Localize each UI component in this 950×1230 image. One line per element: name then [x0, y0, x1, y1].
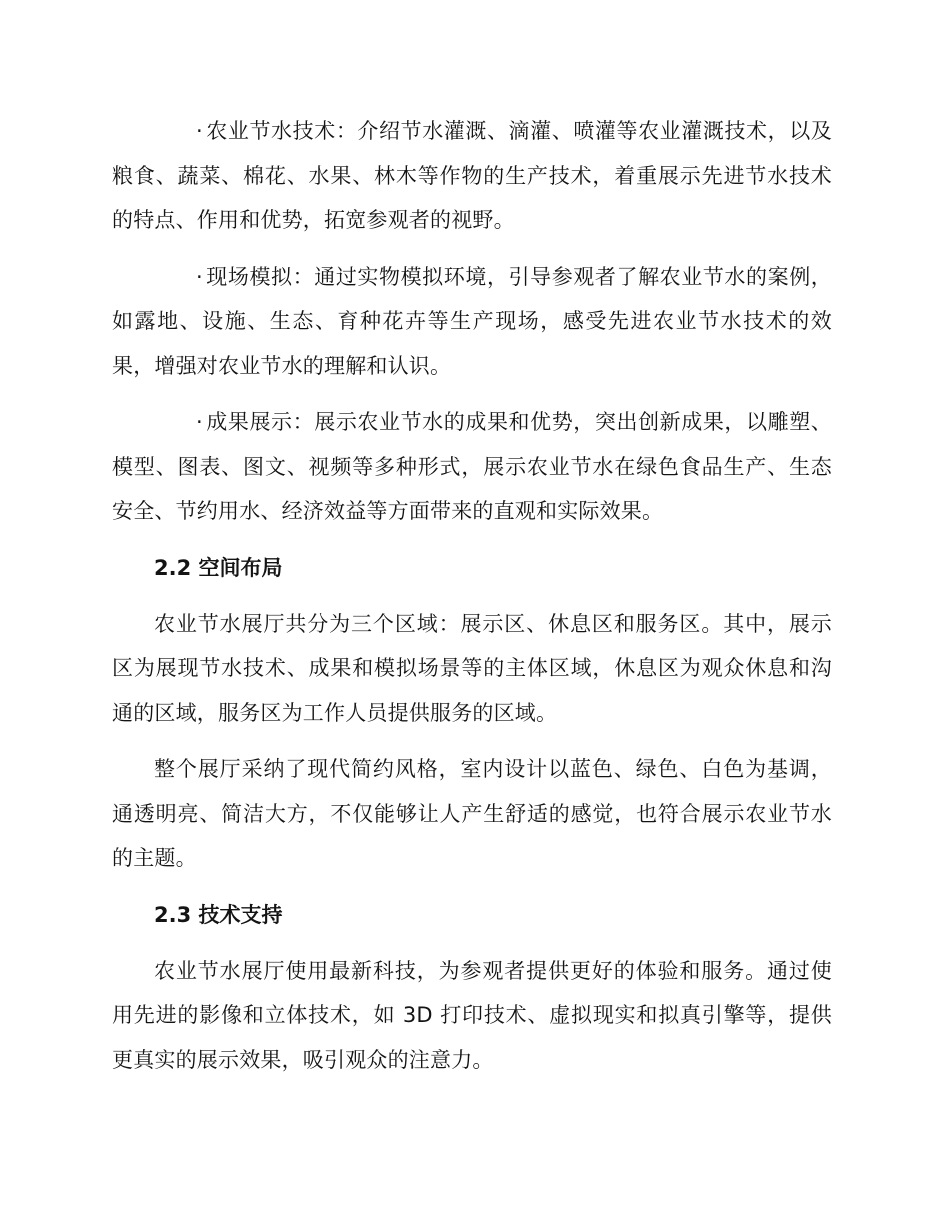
paragraph-agri-water-saving-tech	[112, 109, 832, 243]
item-text: 介绍节水灌溉、滴灌、喷灌等农业灌溉技术，以及粮食、蔬菜、棉花、水果、林木等作物的生产技术，着重展示先进节水技术的特点、作用和优势，拓宽参观者的视野。	[112, 119, 833, 232]
paragraph-results-display	[112, 400, 832, 534]
section-heading-tech-support: 2.3 技术支持	[154, 902, 283, 927]
paragraph-zones: 农业节水展厅共分为三个区域：展示区、休息区和服务区。其中，展示区为展现节水技术、成果和模拟场景等的主体区域，休息区为观众休息和沟通的区域，服务区为工作人员提供服务的区域。	[112, 611, 832, 725]
item-text: 通过实物模拟环境，引导参观者了解农业节水的案例，如露地、设施、生态、育种花卉等生产现场，感受先进农业节水技术的效果，增强对农业节水的理解和认识。	[112, 264, 832, 378]
bullet-marker: ·	[196, 119, 203, 143]
paragraph-style: 整个展厅采纳了现代简约风格，室内设计以蓝色、绿色、白色为基调，通透明亮、简洁大方，不仅能够让人产生舒适的感觉，也符合展示农业节水的主题。	[112, 757, 832, 870]
section-heading-space-layout: 2.2 空间布局	[154, 555, 283, 580]
paragraph-tech-support: 农业节水展厅使用最新科技，为参观者提供更好的体验和服务。通过使用先进的影像和立体技术，如 3D 打印技术、虚拟现实和拟真引擎等，提供更真实的展示效果，吸引观众的注意力。	[112, 958, 832, 1072]
bullet-marker: ·	[196, 264, 203, 289]
item-label: 成果展示：	[205, 410, 315, 434]
item-label: 现场模拟：	[205, 264, 315, 289]
paragraph-site-simulation	[112, 255, 832, 389]
bullet-marker: ·	[196, 410, 203, 434]
item-label: 农业节水技术：	[205, 119, 358, 143]
document-page	[112, 109, 832, 1082]
item-text: 展示农业节水的成果和优势，突出创新成果，以雕塑、模型、图表、图文、视频等多种形式，展示农业节水在绿色食品生产、生态安全、节约用水、经济效益等方面带来的直观和实际效果。	[112, 410, 832, 523]
